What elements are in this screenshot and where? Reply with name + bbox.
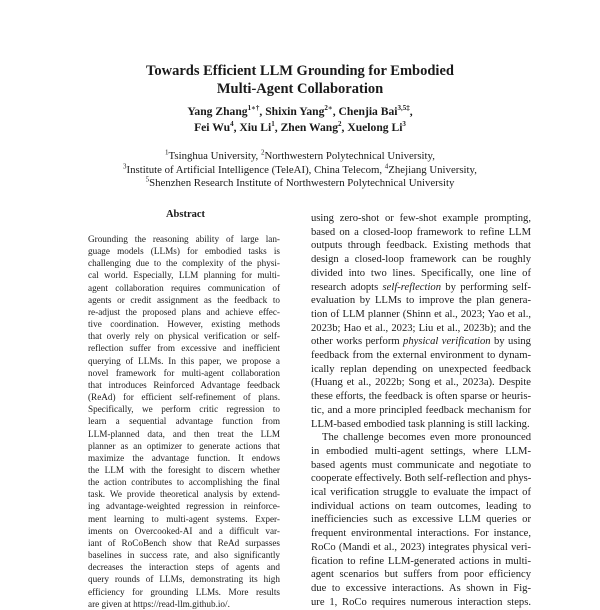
text-line: inefficiencies such as excessive LLM queries or: [311, 514, 531, 526]
text-line: query rounds of LLMs, demonstrating its high: [88, 574, 280, 585]
text-line: outputs through feedback. Existing methods that: [311, 240, 531, 252]
text-line: tic, and a more principled feedback mechanism for: [311, 404, 531, 416]
author-affiliation-mark: 1∗†: [247, 104, 260, 113]
affiliation-mark: 1: [165, 148, 169, 157]
author-list: [0, 104, 600, 136]
text-line: challenging due to the complexity of the physi-: [88, 258, 280, 269]
abstract-heading: Abstract: [165, 209, 206, 220]
paragraph: [311, 212, 531, 281]
author-affiliation-mark: 1: [271, 120, 275, 129]
text-line: re-adjust the proposed plans and achieve effec-: [88, 306, 280, 317]
text-line: evaluation by LLMs to improve the plan genera-: [311, 295, 531, 307]
text-line: cooperate effectively. Both self-reflection and phys-: [311, 473, 532, 485]
text-line: divided into two lines. Specifically, one line of: [311, 267, 531, 279]
text-line: guage models (LLMs) for embodied tasks is: [88, 246, 280, 257]
text-line: Grounding the reasoning ability of large lan-: [88, 234, 280, 244]
text-line: fication to refine LLM-generated actions in multi-: [311, 555, 531, 567]
text-line: frequent environmental interactions. For instance,: [311, 528, 531, 540]
author-name: Chenjia Bai: [338, 105, 398, 118]
author-name: Shixin Yang: [265, 105, 325, 118]
introduction-column: [311, 212, 531, 609]
text-line: individual actions on team outcomes, leading to: [311, 500, 531, 512]
text-line: LLM-based embodied task planning is still lacking.: [311, 418, 530, 430]
text-line: ure 1, RoCo requires numerous interaction steps.: [311, 596, 531, 608]
text-line: (Huang et al., 2022b; Song et al., 2023a). Despite: [311, 377, 531, 389]
text-line: novel framework for multi-agent collaboration: [88, 367, 280, 378]
emphasis-text: self-reflection: [382, 281, 441, 293]
text-line: feedback from the external environment to dynam-: [311, 350, 531, 362]
text-line: planner as an optimizer to generate actions that: [88, 440, 280, 451]
text-line: querying of LLMs. In this paper, we propose a: [88, 355, 280, 366]
text-run: other works perform: [311, 336, 404, 348]
author-name: Xuelong Li: [347, 121, 403, 134]
text-line: task. We provide theoretical analysis by extend-: [88, 489, 280, 500]
affiliation-text: Northwestern Polytechnical University,: [264, 150, 435, 162]
affiliation-mark: 3: [123, 162, 127, 171]
author-affiliation-mark: 3,5‡: [397, 104, 410, 113]
paragraph: [311, 431, 531, 609]
text-line: [311, 281, 531, 295]
author-affiliation-mark: 4: [230, 120, 234, 129]
affiliation-line: [0, 177, 600, 191]
author-affiliation-mark: 2: [338, 120, 342, 129]
affiliations: [0, 150, 600, 191]
text-line: LLM-planned data, and then treat the LLM: [88, 428, 280, 439]
text-line: The challenge becomes even more pronounced: [322, 432, 531, 444]
text-line: design a closed-loop framework can be roughly: [311, 254, 531, 266]
text-line: ment learning to multi-agent systems. Exper-: [88, 513, 280, 524]
text-run: research adopts: [311, 281, 383, 293]
affiliation-text: Institute of Artificial Intelligence (TeleAI), China Telecom,: [126, 163, 385, 176]
abstract-body: [88, 233, 280, 610]
paragraph: [311, 349, 531, 431]
text-line: learn a sequential advantage function from: [88, 416, 280, 427]
text-line: due to excessive interactions. As shown in Fig-: [311, 582, 531, 594]
affiliation-text: Shenzhen Research Institute of Northwestern Polytechnical University: [149, 177, 455, 190]
author-line: Fei Wu$^4$, Xiu Li$^1$, Zhen Wang$^2$, Xuelong Li$^3$: [194, 120, 406, 134]
text-line: tive coordination. However, existing methods: [88, 319, 280, 330]
affiliation-text: Zhejiang University,: [388, 163, 477, 176]
affiliation-mark: 5: [145, 175, 150, 184]
text-line: these efforts, the feedback is often sparse or heuris-: [311, 391, 531, 403]
text-line: based on a closed-loop framework to refine LLM: [311, 226, 531, 238]
text-line: based agents must communicate and negotiate to: [311, 459, 531, 471]
text-line: the LLM with the foresight to discern whether: [88, 464, 280, 475]
text-line: ically replan depending on unexpected feedback: [311, 363, 531, 375]
text-line: decreases the interaction steps of agents and: [88, 562, 280, 573]
affiliation-mark: 4: [384, 162, 389, 171]
text-line: Specifically, we perform critic regression to: [88, 404, 280, 415]
text-line: 2023b; Hao et al., 2023; Liu et al., 2023b); and the: [311, 322, 531, 334]
text-line: cal world. Especially, LLM planning for multi-: [88, 270, 280, 281]
text-line: [311, 335, 531, 349]
text-line: the action contributes to accomplishing the final: [88, 477, 280, 488]
affiliation-line: [0, 150, 600, 164]
title-line: Towards Efficient LLM Grounding for Embodied: [146, 63, 454, 79]
title-line: Multi-Agent Collaboration: [216, 81, 384, 97]
text-line: RoCo (Mandi et al., 2023) integrates physical veri-: [311, 541, 531, 553]
affiliation-mark: 2: [260, 148, 265, 157]
author-name: Zhen Wang: [280, 121, 339, 134]
text-line: agent collaboration requires communication of: [88, 282, 280, 293]
text-line: iant of RoCoBench show that ReAd surpasses: [88, 537, 280, 548]
paragraph: [311, 294, 531, 335]
text-line: agent scenarios but suffers from poor efficiency: [311, 569, 531, 581]
text-line: in embodied multi-agent settings, where LLM-: [311, 445, 531, 457]
text-line: reflection suffer from excessive and inefficient: [88, 343, 280, 354]
author-affiliation-mark: 3: [402, 120, 406, 129]
emphasis-text: physical verification: [403, 336, 491, 348]
text-line: that overly rely on physical verification or self-: [88, 331, 280, 342]
text-line: are given at https://read-llm.github.io/.: [88, 598, 230, 609]
text-line: tion of LLM planner (Shinn et al., 2023; Yao et al.,: [311, 308, 531, 320]
text-line: (ReAd) for efficient self-refinement of plans.: [88, 392, 280, 403]
text-line: maximize the advantage function. It endows: [88, 452, 280, 463]
author-name: Fei Wu: [194, 121, 231, 134]
text-run: by using: [490, 336, 531, 348]
text-line: iments on Overcooked-AI and a difficult var-: [88, 525, 280, 536]
author-affiliation-mark: 2∗: [324, 104, 333, 113]
author-line: Yang Zhang$^{1∗\dagger}$, Shixin Yang$^{2∗}$, Chenjia Bai$^{3,5\ddagger}$,: [187, 104, 413, 118]
affiliation-line: [0, 164, 600, 178]
text-line: ing advantage-weighted regression in reinforce-: [88, 501, 280, 512]
text-line: using zero-shot or few-shot example prompting,: [311, 213, 531, 224]
affiliation-text: Tsinghua University,: [168, 150, 261, 162]
text-line: that introduces Reinforced Advantage feedback: [88, 379, 280, 390]
author-name: Xiu Li: [239, 121, 272, 134]
paper-title: [0, 62, 600, 98]
text-line: efficiency for grounding LLMs. More results: [88, 586, 280, 597]
text-run: by performing self-: [441, 281, 531, 293]
text-line: agents or credit assignment as the feedback to: [88, 294, 280, 305]
author-name: Yang Zhang: [187, 105, 248, 118]
text-line: ical verification struggle to evaluate the impact of: [311, 487, 531, 499]
text-line: baselines in success rate, and also significantly: [88, 550, 280, 561]
